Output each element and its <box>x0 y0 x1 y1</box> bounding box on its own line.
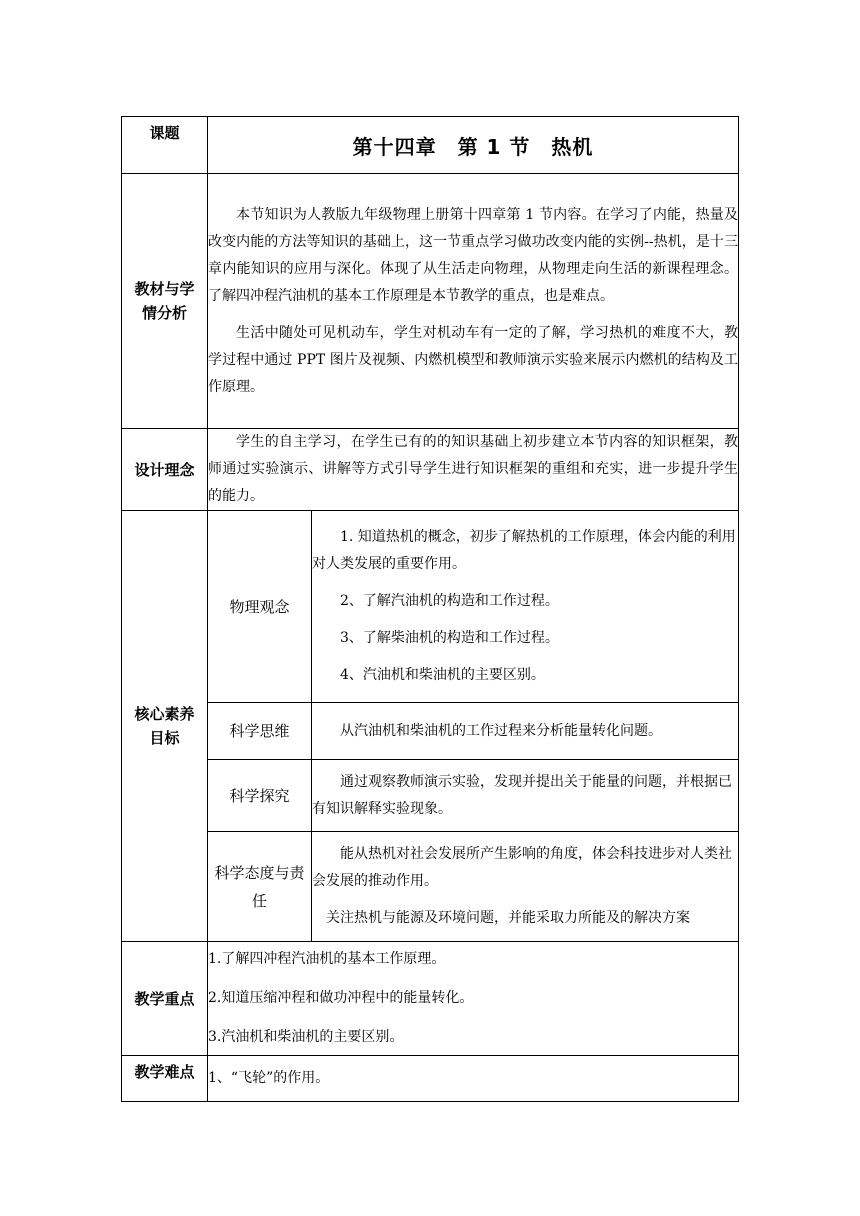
list-item: 4、汽油机和柴油机的主要区别。 <box>340 667 545 683</box>
scientific-inquiry-label: 科学探究 <box>208 760 312 832</box>
difficulty-text: 1、“飞轮”的作用。 <box>208 1070 330 1086</box>
scientific-inquiry-row <box>122 760 739 832</box>
keypoints-label: 教学重点 <box>122 942 208 1056</box>
scientific-inquiry-content <box>312 760 739 832</box>
difficulty-label: 教学难点 <box>122 1056 208 1102</box>
attitude-row <box>122 832 739 942</box>
attitude-text: 关注热机与能源及环境问题，并能采取力所能及的解决方案 <box>326 910 690 926</box>
analysis-content <box>208 174 739 429</box>
difficulty-content <box>208 1056 739 1102</box>
design-content <box>208 429 739 511</box>
core-literacy-label <box>122 511 208 942</box>
analysis-row <box>122 174 739 429</box>
scientific-thinking-row <box>122 703 739 760</box>
topic-label: 课题 <box>122 117 208 174</box>
design-label: 设计理念 <box>122 429 208 511</box>
analysis-label <box>122 174 208 429</box>
physics-concept-content <box>312 511 739 703</box>
core-literacy-label-text: 核心素养目标 <box>134 705 195 747</box>
keypoints-content <box>208 942 739 1056</box>
difficulty-row <box>122 1056 739 1102</box>
list-item: 3、了解柴油机的构造和工作过程。 <box>340 630 559 646</box>
scientific-thinking-label: 科学思维 <box>208 703 312 760</box>
list-item: 1. 知道热机的概念，初步了解热机的工作原理，体会内能的利用对人类发展的重要作用。 <box>312 529 736 572</box>
topic-row <box>122 117 739 174</box>
lesson-title: 第十四章 第 1 节 热机 <box>208 117 739 174</box>
physics-concept-label: 物理观念 <box>208 511 312 703</box>
design-text: 学生的自主学习，在学生已有的的知识基础上初步建立本节内容的知识框架，教师通过实验演示、讲解等方式引导学生进行知识框架的重组和充实，进一步提升学生的能力。 <box>208 434 738 504</box>
list-item: 2、了解汽油机的构造和工作过程。 <box>340 593 559 609</box>
physics-concept-row <box>122 511 739 703</box>
scientific-inquiry-text: 通过观察教师演示实验，发现并提出关于能量的问题，并根据已有知识解释实验现象。 <box>312 773 732 817</box>
scientific-thinking-text: 从汽油机和柴油机的工作过程来分析能量转化问题。 <box>340 722 662 739</box>
keypoint-item: 1.了解四冲程汽油机的基本工作原理。 <box>208 951 446 967</box>
design-row <box>122 429 739 511</box>
attitude-content <box>312 832 739 942</box>
attitude-text: 能从热机对社会发展所产生影响的角度，体会科技进步对人类社会发展的推动作用。 <box>312 846 732 889</box>
lesson-plan-table <box>121 116 739 1102</box>
analysis-paragraph: 本节知识为人教版九年级物理上册第十四章第 1 节内容。在学习了内能，热量及改变内能的方法等知识的基础上，这一节重点学习做功改变内能的实例--热机，是十三章内能知识的应用与深化。体现了从生活走向物理，从物理走向生活的新课程理念。了解四冲程汽油机的基本工作原理是本节教学的重点，也是难点。 <box>208 206 738 304</box>
keypoints-row <box>122 942 739 1056</box>
analysis-paragraph: 生活中随处可见机动车，学生对机动车有一定的了解，学习热机的难度不大，教学过程中通过 PPT 图片及视频、内燃机模型和教师演示实验来展示内燃机的结构及工作原理。 <box>208 324 738 395</box>
analysis-label-text: 教材与学情分析 <box>134 280 195 322</box>
scientific-thinking-content <box>312 703 739 760</box>
keypoint-item: 2.知道压缩冲程和做功冲程中的能量转化。 <box>208 990 474 1006</box>
keypoint-item: 3.汽油机和柴油机的主要区别。 <box>208 1029 404 1045</box>
attitude-label-text: 科学态度与责任 <box>214 863 305 910</box>
attitude-label <box>208 832 312 942</box>
